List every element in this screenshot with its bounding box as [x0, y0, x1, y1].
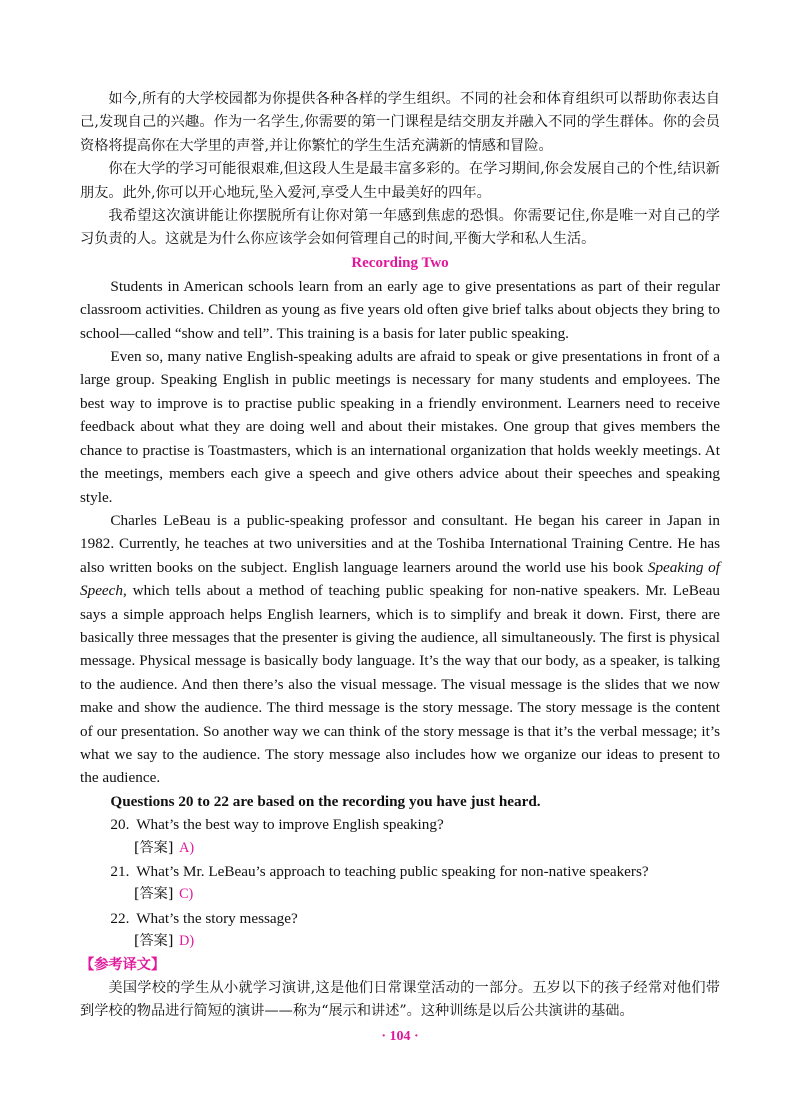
paragraph-3-part-a: Charles LeBeau is a public-speaking professor and consultant. He began his career in Japan in 1982. Currently, he teaches at two universities and at the Toshiba International Training Centre. He has also written books on the subject. English language learners around the world use his book: [80, 511, 720, 576]
question-21: [80, 860, 720, 907]
question-number: 20.: [110, 816, 130, 834]
question-text: What’s the best way to improve English speaking?: [136, 816, 444, 834]
page-number: · 104 ·: [381, 1029, 419, 1044]
english-paragraph-3: [80, 509, 720, 790]
english-paragraph-1: Students in American schools learn from an early age to give presentations as part of their regular classroom activities. Children as young as five years old often give brief talks about objects they bring to school—called “show and tell”. This training is a basis for later public speaking.: [80, 277, 720, 342]
answer-value: D): [179, 933, 195, 950]
chinese-paragraph-2: 你在大学的学习可能很艰难,但这段人生是最丰富多彩的。在学习期间,你会发展自己的个性,结识新朋友。此外,你可以开心地玩,坠入爱河,享受人生中最美好的四年。: [80, 161, 720, 201]
answer-value: A): [179, 839, 195, 856]
answer-value: C): [179, 886, 194, 903]
paragraph-3-part-b: , which tells about a method of teaching public speaking for non-native speakers. Mr. LeBeau says a simple approach helps English learners, which is to simplify and break it down. First, there are basically three messages that the presenter is giving the audience, all simultaneously. The first is physical message. Physical message is basically body language. It’s the way that our body, as a speaker, is talking to the audience. And then there’s also the visual message. The visual message is the slides that we now make and show the audience. The third message is the story message. The story message is the content of our presentation. So another way we can think of the story message is that it’s the verbal message; it’s what we say to the audience. The story message also includes how we organize our ideas to present to the audience.: [80, 582, 720, 787]
question-20: [80, 813, 720, 860]
page-content: [80, 88, 720, 1024]
questions-heading: Questions 20 to 22 are based on the recording you have just heard.: [110, 792, 541, 810]
question-number: 21.: [110, 863, 130, 880]
question-number: 22.: [110, 909, 130, 927]
english-paragraph-2: Even so, many native English-speaking adults are afraid to speak or give presentations in front of a large group. Speaking English in public meetings is necessary for many students and employees. The best way to improve is to practise public speaking in a friendly environment. Learners need to receive feedback about what they are doing well and about their mistakes. One group that gives members the chance to practise is Toastmasters, which is an international organization that holds weekly meetings. At the meetings, members each give a speech and give others advice about their speeches and speaking style.: [80, 348, 720, 506]
question-text: What’s the story message?: [136, 909, 298, 927]
answer-label: [答案]: [133, 839, 174, 856]
question-text: What’s Mr. LeBeau’s approach to teaching public speaking for non-native speakers?: [136, 863, 649, 880]
reference-translation-label: 【参考译文】: [80, 956, 166, 973]
chinese-paragraph-1: 如今,所有的大学校园都为你提供各种各样的学生组织。不同的社会和体育组织可以帮助你表达自己,发现自己的兴趣。作为一名学生,你需要的第一门课程是结交朋友并融入不同的学生群体。你的会员资格将提高你在大学里的声誉,并让你繁忙的学生生活充满新的情感和冒险。: [80, 91, 720, 154]
answer-label: [答案]: [133, 933, 174, 950]
book-title: Speaking of Speech: [80, 558, 720, 600]
chinese-paragraph-3: 我希望这次演讲能让你摆脱所有让你对第一年感到焦虑的恐惧。你需要记住,你是唯一对自己的学习负责的人。这就是为什么你应该学会如何管理自己的时间,平衡大学和私人生活。: [80, 208, 720, 248]
chinese-translation-paragraph: 美国学校的学生从小就学习演讲,这是他们日常课堂活动的一部分。五岁以下的孩子经常对他们带到学校的物品进行简短的演讲——称为“展示和讲述”。这种训练是以后公共演讲的基础。: [80, 980, 720, 1020]
question-22: [80, 907, 720, 954]
recording-heading: Recording Two: [351, 254, 449, 271]
answer-label: [答案]: [133, 886, 174, 903]
